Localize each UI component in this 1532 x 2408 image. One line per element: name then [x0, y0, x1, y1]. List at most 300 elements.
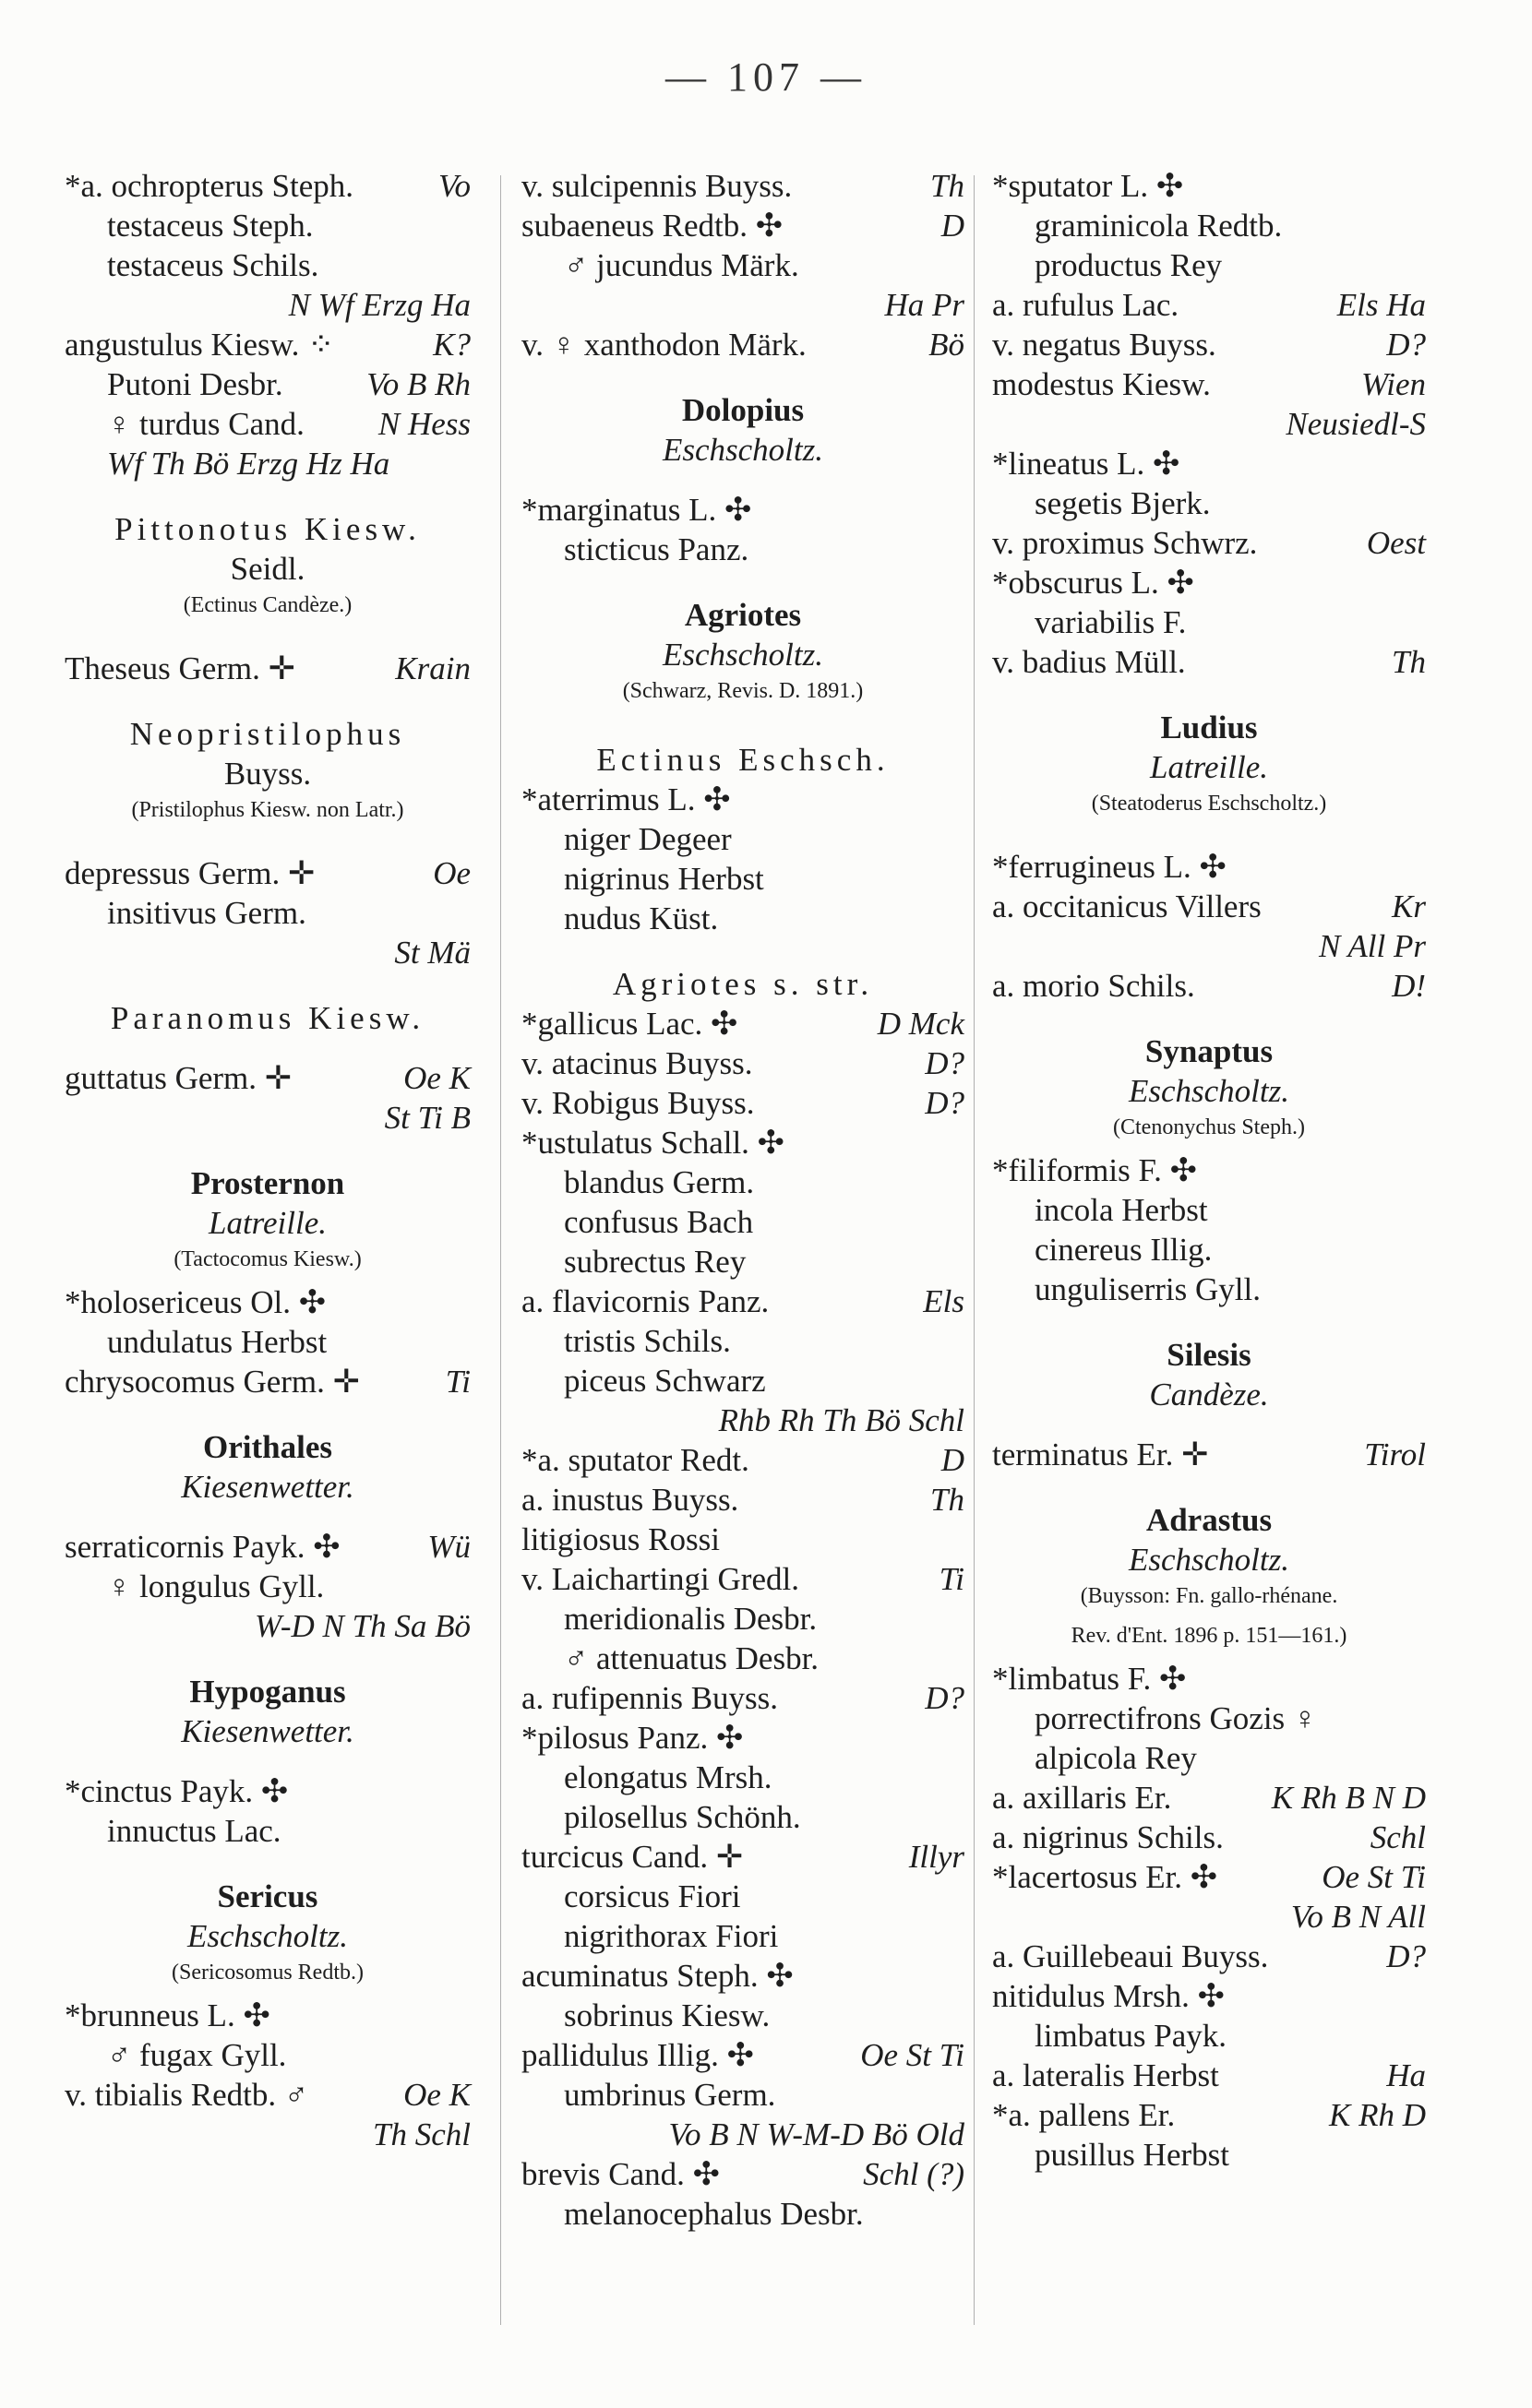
column-divider — [974, 175, 975, 2325]
species-entry — [521, 1004, 964, 1043]
synonym-line — [521, 2194, 964, 2234]
entry-text: Prosternon — [190, 1165, 345, 1201]
entry-text: umbrinus Germ. — [564, 2077, 776, 2113]
entry-text: incola Herbst — [1035, 1192, 1208, 1228]
distribution-line — [65, 285, 471, 325]
entry-text: Latreille. — [208, 1205, 327, 1241]
distribution-code: D — [940, 208, 964, 244]
entry-text: *obscurus L. ✣ — [992, 565, 1194, 601]
entry-text: (Schwarz, Revis. D. 1891.) — [622, 679, 864, 703]
entry-text: St Ti B — [384, 1100, 471, 1136]
entry-text: testaceus Schils. — [107, 247, 319, 283]
synonym-line — [992, 1738, 1426, 1778]
species-entry — [992, 1937, 1426, 1976]
entry-text: Eschscholtz. — [662, 432, 823, 468]
entry-text: St Mä — [394, 935, 471, 971]
entry-text: confusus Bach — [564, 1204, 754, 1240]
synonym-line — [992, 1270, 1426, 1309]
species-entry — [521, 1043, 964, 1083]
species-entry — [992, 563, 1426, 602]
distribution-code: Krain — [395, 650, 471, 686]
distribution-code: Bö — [928, 327, 964, 363]
species-entry — [992, 285, 1426, 325]
text-column-right — [992, 166, 1426, 2175]
synonym-line — [521, 1599, 964, 1639]
distribution-line — [992, 404, 1426, 444]
entry-text: a. Guillebeaui Buyss. — [992, 1938, 1269, 1974]
entry-text: Neopristilophus — [129, 716, 406, 752]
genus-author — [992, 1071, 1426, 1111]
entry-text: a. flavicornis Panz. — [521, 1283, 770, 1319]
distribution-code: D? — [1386, 327, 1426, 363]
entry-text: guttatus Germ. ✛ — [65, 1060, 293, 1096]
distribution-code: D! — [1392, 968, 1426, 1004]
species-entry — [521, 1281, 964, 1321]
entry-text: (Steatoderus Eschscholtz.) — [1091, 792, 1327, 816]
species-entry — [65, 325, 471, 364]
distribution-code: K Rh D — [1329, 2097, 1426, 2133]
species-entry — [521, 1559, 964, 1599]
distribution-line — [992, 926, 1426, 966]
entry-text: Pittonotus Kiesw. — [114, 511, 421, 547]
entry-text: undulatus Herbst — [107, 1324, 328, 1360]
entry-text: Agriotes — [684, 597, 802, 633]
synonym-line — [992, 483, 1426, 523]
synonym-note — [65, 1243, 471, 1282]
entry-text: melanocephalus Desbr. — [564, 2196, 864, 2232]
genus-heading — [65, 714, 471, 754]
entry-text: a. nigrinus Schils. — [992, 1819, 1224, 1855]
entry-text: elongatus Mrsh. — [564, 1759, 772, 1795]
distribution-code: Schl (?) — [863, 2156, 964, 2192]
entry-text: (Sericosomus Redtb.) — [172, 1961, 364, 1985]
entry-text: a. rufipennis Buyss. — [521, 1680, 779, 1716]
entry-text: v. sulcipennis Buyss. — [521, 168, 793, 204]
genus-heading — [521, 595, 964, 635]
entry-text: subrectus Rey — [564, 1244, 747, 1280]
distribution-code: Oe K — [403, 2077, 471, 2113]
entry-text: nigrithorax Fiori — [564, 1918, 779, 1954]
entry-text: ♂ fugax Gyll. — [107, 2037, 287, 2073]
species-entry — [65, 166, 471, 206]
genus-heading — [521, 390, 964, 430]
distribution-code: Vo — [438, 168, 471, 204]
entry-text: v. tibialis Redtb. ♂ — [65, 2077, 309, 2113]
entry-text: corsicus Fiori — [564, 1878, 741, 1914]
entry-text: subaeneus Redtb. ✣ — [521, 208, 784, 244]
distribution-code: Ti — [445, 1364, 471, 1400]
distribution-line — [65, 1606, 471, 1646]
entry-text: ♂ attenuatus Desbr. — [564, 1640, 820, 1676]
distribution-code: Oe — [433, 855, 471, 891]
synonym-line — [521, 530, 964, 569]
entry-text: unguliserris Gyll. — [1035, 1271, 1261, 1307]
entry-text: a. axillaris Er. — [992, 1780, 1172, 1816]
entry-text: sticticus Panz. — [564, 531, 749, 567]
entry-text: v. atacinus Buyss. — [521, 1045, 753, 1081]
entry-text: Adrastus — [1145, 1502, 1273, 1538]
entry-text: nudus Küst. — [564, 900, 719, 936]
synonym-line — [521, 245, 964, 285]
species-entry — [65, 1771, 471, 1811]
entry-text: piceus Schwarz — [564, 1363, 766, 1399]
genus-author — [65, 1467, 471, 1507]
synonym-line — [65, 206, 471, 245]
distribution-code: Wien — [1361, 366, 1426, 402]
distribution-line — [65, 444, 471, 483]
entry-text: Sericus — [217, 1878, 318, 1914]
entry-text: nitidulus Mrsh. ✣ — [992, 1978, 1225, 2014]
entry-text: Eschscholtz. — [662, 637, 823, 673]
entry-text: Th Schl — [373, 2116, 471, 2152]
species-entry — [521, 1520, 964, 1559]
entry-text: v. ♀ xanthodon Märk. — [521, 327, 807, 363]
distribution-code: Th — [1392, 644, 1426, 680]
synonym-line — [65, 245, 471, 285]
entry-text: *brunneus L. ✣ — [65, 1997, 270, 2033]
genus-heading — [521, 964, 964, 1004]
genus-author — [65, 1916, 471, 1956]
entry-text: *aterrimus L. ✣ — [521, 781, 731, 817]
entry-text: Kiesenwetter. — [181, 1713, 354, 1749]
distribution-code: Th — [930, 1482, 964, 1518]
entry-text: brevis Cand. ✣ — [521, 2156, 720, 2192]
entry-text: ♀ turdus Cand. — [107, 406, 305, 442]
entry-text: acuminatus Steph. ✣ — [521, 1958, 794, 1994]
synonym-line — [521, 1996, 964, 2035]
entry-text: Vo B N All — [1290, 1899, 1426, 1935]
genus-heading — [65, 1163, 471, 1203]
entry-text: sobrinus Kiesw. — [564, 1997, 771, 2033]
synonym-line — [521, 859, 964, 899]
entry-text: Ludius — [1160, 709, 1258, 745]
synonym-line — [65, 1322, 471, 1362]
species-entry — [521, 325, 964, 364]
entry-text: *pilosus Panz. ✣ — [521, 1720, 744, 1756]
entry-text: (Ctenonychus Steph.) — [1113, 1115, 1305, 1139]
species-entry — [992, 523, 1426, 563]
species-entry — [521, 1480, 964, 1520]
species-entry — [992, 166, 1426, 206]
species-entry — [521, 1083, 964, 1123]
entry-text: *a. pallens Er. — [992, 2097, 1176, 2133]
distribution-code: D Mck — [877, 1006, 964, 1042]
entry-text: Rev. d'Ent. 1896 p. 151—161.) — [1071, 1624, 1347, 1648]
synonym-line — [65, 1567, 471, 1606]
species-entry — [992, 364, 1426, 404]
species-entry — [992, 444, 1426, 483]
entry-text: cinereus Illig. — [1035, 1232, 1213, 1268]
entry-text: W-D N Th Sa Bö — [255, 1608, 471, 1644]
species-entry — [521, 1440, 964, 1480]
species-entry — [992, 1818, 1426, 1857]
species-entry — [521, 166, 964, 206]
entry-text: modestus Kiesw. — [992, 366, 1211, 402]
entry-text: Synaptus — [1144, 1033, 1274, 1069]
genus-author — [65, 1711, 471, 1751]
entry-text: Putoni Desbr. — [107, 366, 283, 402]
distribution-line — [521, 285, 964, 325]
synonym-line — [521, 1162, 964, 1202]
distribution-code: K? — [433, 327, 471, 363]
entry-text: Vo B N W-M-D Bö Old — [668, 2116, 964, 2152]
distribution-code: Ha — [1386, 2057, 1426, 2093]
entry-text: *filiformis F. ✣ — [992, 1152, 1197, 1188]
species-entry — [992, 1435, 1426, 1474]
entry-text: Hypoganus — [189, 1674, 346, 1710]
entry-text: a. morio Schils. — [992, 968, 1195, 1004]
entry-text: v. negatus Buyss. — [992, 327, 1216, 363]
entry-text: chrysocomus Germ. ✛ — [65, 1364, 360, 1400]
species-entry — [992, 1976, 1426, 2016]
entry-text: Ectinus Eschsch. — [596, 742, 890, 778]
species-entry — [992, 1778, 1426, 1818]
synonym-line — [521, 1877, 964, 1916]
synonym-note — [65, 1956, 471, 1996]
entry-text: serraticornis Payk. ✣ — [65, 1529, 341, 1565]
synonym-line — [992, 2016, 1426, 2056]
synonym-line — [65, 893, 471, 933]
synonym-line — [521, 1758, 964, 1797]
synonym-note — [992, 1619, 1426, 1659]
text-column-left — [65, 166, 471, 2154]
species-entry — [992, 1150, 1426, 1190]
genus-author — [65, 754, 471, 793]
species-entry — [521, 1123, 964, 1162]
distribution-code: Oe K — [403, 1060, 471, 1096]
species-entry — [992, 2095, 1426, 2135]
synonym-line — [521, 2075, 964, 2115]
entry-text: *cinctus Payk. ✣ — [65, 1773, 289, 1809]
distribution-code: Ti — [939, 1561, 964, 1597]
distribution-line — [65, 1098, 471, 1138]
entry-text: Ha Pr — [884, 287, 964, 323]
entry-text: Agriotes s. str. — [612, 966, 874, 1002]
distribution-code: D? — [925, 1045, 964, 1081]
distribution-code: D? — [1386, 1938, 1426, 1974]
species-entry — [65, 2075, 471, 2115]
entry-text: pallidulus Illig. ✣ — [521, 2037, 754, 2073]
genus-author — [521, 635, 964, 674]
genus-author — [65, 549, 471, 589]
genus-heading — [65, 1427, 471, 1467]
synonym-line — [65, 2035, 471, 2075]
genus-heading — [65, 509, 471, 549]
distribution-line — [521, 1401, 964, 1440]
entry-text: Silesis — [1167, 1337, 1251, 1373]
distribution-line — [65, 933, 471, 972]
species-entry — [521, 2035, 964, 2075]
entry-text: Wf Th Bö Erzg Hz Ha — [107, 446, 390, 482]
distribution-code: D? — [925, 1680, 964, 1716]
species-entry — [521, 1837, 964, 1877]
entry-text: N Wf Erzg Ha — [288, 287, 471, 323]
entry-text: a. rufulus Lac. — [992, 287, 1179, 323]
synonym-line — [992, 1190, 1426, 1230]
entry-text: pilosellus Schönh. — [564, 1799, 801, 1835]
entry-text: *ustulatus Schall. ✣ — [521, 1125, 785, 1161]
entry-text: a. inustus Buyss. — [521, 1482, 739, 1518]
entry-text: innuctus Lac. — [107, 1813, 281, 1849]
entry-text: Eschscholtz. — [1128, 1542, 1289, 1578]
entry-text: *holosericeus Ol. ✣ — [65, 1284, 327, 1320]
synonym-note — [992, 1580, 1426, 1619]
distribution-line — [65, 2115, 471, 2154]
genus-heading — [65, 998, 471, 1038]
species-entry — [992, 2056, 1426, 2095]
distribution-code: Schl — [1370, 1819, 1426, 1855]
entry-text: (Pristilophus Kiesw. non Latr.) — [131, 798, 404, 822]
species-entry — [65, 853, 471, 893]
species-entry — [992, 847, 1426, 887]
entry-text: (Ectinus Candèze.) — [183, 593, 353, 617]
entry-text: litigiosus Rossi — [521, 1521, 720, 1557]
entry-text: insitivus Germ. — [107, 895, 306, 931]
entry-text: Seidl. — [230, 551, 305, 587]
distribution-code: Oe St Ti — [860, 2037, 964, 2073]
genus-heading — [992, 708, 1426, 747]
distribution-line — [521, 2115, 964, 2154]
entry-text: depressus Germ. ✛ — [65, 855, 316, 891]
synonym-line — [65, 1811, 471, 1851]
entry-text: v. Laichartingi Gredl. — [521, 1561, 799, 1597]
entry-text: blandus Germ. — [564, 1164, 755, 1200]
species-entry — [992, 642, 1426, 682]
genus-heading — [521, 740, 964, 780]
synonym-line — [521, 1242, 964, 1281]
synonym-line — [992, 1699, 1426, 1738]
entry-text: tristis Schils. — [564, 1323, 731, 1359]
entry-text: testaceus Steph. — [107, 208, 314, 244]
distribution-code: Els Ha — [1336, 287, 1426, 323]
entry-text: angustulus Kiesw. ⁘ — [65, 327, 335, 363]
synonym-note — [992, 1111, 1426, 1150]
entry-text: v. badius Müll. — [992, 644, 1186, 680]
distribution-code: D? — [925, 1085, 964, 1121]
genus-author — [992, 1540, 1426, 1580]
entry-text: a. lateralis Herbst — [992, 2057, 1219, 2093]
entry-text: (Buysson: Fn. gallo-rhénane. — [1080, 1584, 1338, 1608]
synonym-line — [992, 206, 1426, 245]
species-entry — [992, 325, 1426, 364]
synonym-line — [992, 2135, 1426, 2175]
synonym-line — [992, 1230, 1426, 1270]
genus-author — [521, 430, 964, 470]
distribution-code: Oest — [1366, 525, 1426, 561]
entry-text: *sputator L. ✣ — [992, 168, 1184, 204]
species-entry — [65, 1996, 471, 2035]
entry-text: meridionalis Desbr. — [564, 1601, 818, 1637]
species-entry — [521, 2154, 964, 2194]
entry-text: nigrinus Herbst — [564, 861, 764, 897]
entry-text: Neusiedl-S — [1286, 406, 1426, 442]
synonym-line — [992, 602, 1426, 642]
genus-heading — [65, 1672, 471, 1711]
entry-text: Orithales — [203, 1429, 332, 1465]
distribution-line — [992, 1897, 1426, 1937]
synonym-line — [992, 245, 1426, 285]
entry-text: *ferrugineus L. ✣ — [992, 849, 1227, 885]
distribution-code: D — [940, 1442, 964, 1478]
species-entry — [65, 1527, 471, 1567]
species-entry — [992, 887, 1426, 926]
entry-text: (Tactocomus Kiesw.) — [174, 1247, 362, 1271]
genus-heading — [992, 1335, 1426, 1375]
genus-heading — [65, 1877, 471, 1916]
synonym-line — [65, 364, 471, 404]
entry-text: pusillus Herbst — [1035, 2137, 1229, 2173]
species-entry — [521, 780, 964, 819]
entry-text: Dolopius — [681, 392, 805, 428]
distribution-code: Vo B Rh — [366, 366, 471, 402]
genus-author — [992, 1375, 1426, 1414]
distribution-code: Illyr — [908, 1839, 964, 1875]
column-divider — [500, 175, 501, 2325]
synonym-line — [521, 1916, 964, 1956]
species-entry — [521, 1678, 964, 1718]
entry-text: variabilis F. — [1035, 604, 1187, 640]
entry-text: terminatus Er. ✛ — [992, 1436, 1209, 1472]
entry-text: Eschscholtz. — [186, 1918, 348, 1954]
synonym-line — [521, 1797, 964, 1837]
synonym-note — [65, 589, 471, 628]
entry-text: graminicola Redtb. — [1035, 208, 1283, 244]
species-entry — [65, 649, 471, 688]
genus-author — [65, 1203, 471, 1243]
entry-text: Eschscholtz. — [1128, 1073, 1289, 1109]
entry-text: a. occitanicus Villers — [992, 888, 1262, 924]
entry-text: Latreille. — [1149, 749, 1268, 785]
entry-text: Theseus Germ. ✛ — [65, 650, 295, 686]
entry-text: *marginatus L. ✣ — [521, 492, 752, 528]
species-entry — [65, 1058, 471, 1098]
entry-text: Rhb Rh Th Bö Schl — [718, 1402, 964, 1438]
species-entry — [521, 1956, 964, 1996]
entry-text: Buyss. — [223, 756, 312, 792]
entry-text: ♀ longulus Gyll. — [107, 1568, 325, 1604]
entry-text: *limbatus F. ✣ — [992, 1661, 1187, 1697]
distribution-code: Kr — [1392, 888, 1426, 924]
entry-text: Kiesenwetter. — [181, 1469, 354, 1505]
species-entry — [65, 1282, 471, 1322]
synonym-line — [521, 1202, 964, 1242]
entry-text: *lineatus L. ✣ — [992, 446, 1180, 482]
entry-text: *lacertosus Er. ✣ — [992, 1859, 1218, 1895]
synonym-line — [521, 819, 964, 859]
page-number: — 107 — — [665, 54, 867, 100]
entry-text: *gallicus Lac. ✣ — [521, 1006, 738, 1042]
entry-text: porrectifrons Gozis ♀ — [1035, 1700, 1318, 1736]
distribution-code: Wü — [427, 1529, 471, 1565]
synonym-note — [992, 787, 1426, 827]
text-column-middle — [521, 166, 964, 2234]
entry-text: N All Pr — [1318, 928, 1426, 964]
synonym-line — [521, 1639, 964, 1678]
synonym-line — [521, 899, 964, 938]
species-entry — [65, 1362, 471, 1401]
synonym-note — [65, 793, 471, 833]
entry-text: productus Rey — [1035, 247, 1223, 283]
entry-text: alpicola Rey — [1035, 1740, 1197, 1776]
species-entry — [521, 490, 964, 530]
species-entry — [992, 1857, 1426, 1897]
entry-text: turcicus Cand. ✛ — [521, 1839, 744, 1875]
entry-text: Paranomus Kiesw. — [110, 1000, 425, 1036]
synonym-note — [521, 674, 964, 714]
entry-text: v. proximus Schwrz. — [992, 525, 1258, 561]
species-entry — [992, 966, 1426, 1006]
entry-text: *a. ochropterus Steph. — [65, 168, 353, 204]
